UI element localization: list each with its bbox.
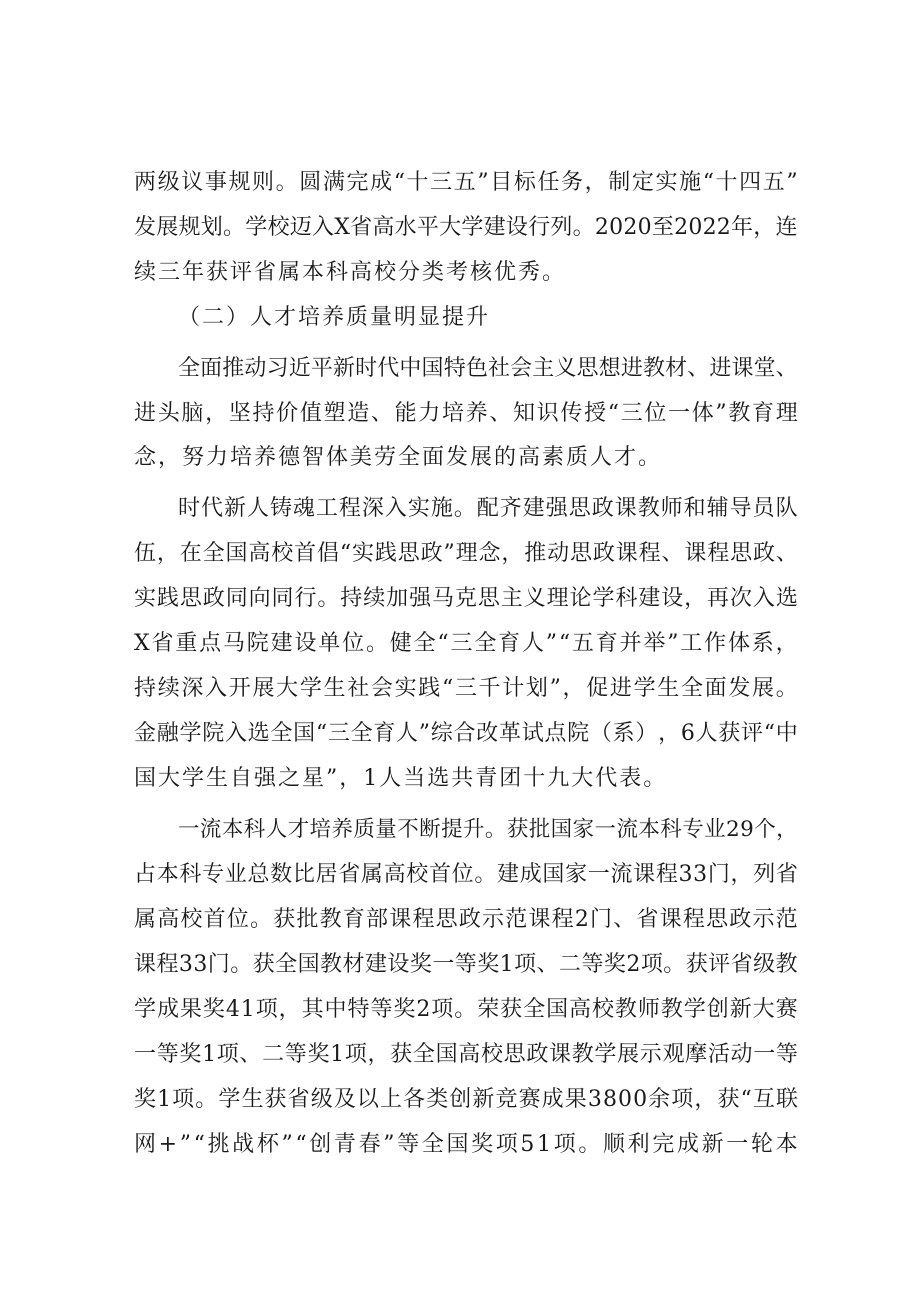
paragraph-line: 实 践 思 政 同 向 同 行 。 持 续 加 强 马 克 思 主 义 理 论 学 科 建 设 ， 再 次 入 选 [134, 586, 798, 611]
paragraph-line: 持 续 深 入 开 展 大 学 生 社 会 实 践 “ 三 千 计 划 ” ， 促 进 学 生 全 面 发 展 。 [134, 676, 798, 701]
paragraph-line: 伍 ， 在 全 国 高 校 首 倡 “ 实 践 思 政 ” 理 念 ， 推 动 思 政 课 程 、 课 程 思 政 、 [134, 541, 798, 566]
paragraph-line: 网 + ” “ 挑 战 杯 ” “ 创 青 春 ” 等 全 国 奖 项 5 1 项 。 顺 利 完 成 新 一 轮 本 [134, 1132, 798, 1157]
paragraph-line: 学 成 果 奖 4 1 项 ， 其 中 特 等 奖 2 项 。 荣 获 全 国 高 校 教 师 教 学 创 新 大 赛 [134, 997, 798, 1022]
paragraph-line: 国大学生自强之星”，1人当选共青团十九大代表。 [134, 766, 668, 791]
paragraph-line: 课 程 3 3 门 。 获 全 国 教 材 建 设 奖 一 等 奖 1 项 、 二 等 奖 2 项 。 获 评 省 级 教 [134, 952, 798, 977]
paragraph-line: 占 本 科 专 业 总 数 比 居 省 属 高 校 首 位 。 建 成 国 家 一 流 课 程 3 3 门 ， 列 省 [134, 862, 798, 887]
paragraph-line: 金 融 学 院 入 选 全 国 “ 三 全 育 人 ” 综 合 改 革 试 点 院 （ 系 ） ， 6 人 获 评 “ 中 [134, 721, 798, 746]
paragraph-line: 一 等 奖 1 项 、 二 等 奖 1 项 ， 获 全 国 高 校 思 政 课 教 学 展 示 观 摩 活 动 一 等 [134, 1042, 798, 1067]
paragraph-line: 发 展 规 划 。 学 校 迈 入 X 省 高 水 平 大 学 建 设 行 列 。 2 0 2 0 至 2 0 2 2 年 ， 连 [134, 215, 798, 240]
paragraph-line: 两 级 议 事 规 则 。 圆 满 完 成 “ 十 三 五 ” 目 标 任 务 ， 制 定 实 施 “ 十 四 五 ” [134, 170, 798, 195]
paragraph-line: 念，努力培养德智体美劳全面发展的高素质人才。 [134, 445, 663, 470]
paragraph-line: 进 头 脑 ， 坚 持 价 值 塑 造 、 能 力 培 养 、 知 识 传 授 “ 三 位 一 体 ” 教 育 理 [134, 401, 798, 426]
paragraph-line: 续三年获评省属本科高校分类考核优秀。 [134, 260, 567, 285]
paragraph-line: 时 代 新 人 铸 魂 工 程 深 入 实 施 。 配 齐 建 强 思 政 课 教 师 和 辅 导 员 队 [178, 496, 798, 521]
paragraph-line: 全 面 推 动 习 近 平 新 时 代 中 国 特 色 社 会 主 义 思 想 进 教 材 、 进 课 堂 、 [178, 356, 798, 381]
paragraph-line: 一 流 本 科 人 才 培 养 质 量 不 断 提 升 。 获 批 国 家 一 流 本 科 专 业 2 9 个 ， [178, 817, 798, 842]
section-heading: （二）人才培养质量明显提升 [178, 305, 491, 330]
paragraph-line: X 省 重 点 马 院 建 设 单 位 。 健 全 “ 三 全 育 人 ” “ 五 育 并 举 ” 工 作 体 系 ， [134, 631, 798, 656]
paragraph-line: 属 高 校 首 位 。 获 批 教 育 部 课 程 思 政 示 范 课 程 2 门 、 省 课 程 思 政 示 范 [134, 907, 798, 932]
paragraph-line: 奖 1 项 。 学 生 获 省 级 及 以 上 各 类 创 新 竞 赛 成 果 3 8 0 0 余 项 ， 获 “ 互 联 [134, 1087, 798, 1112]
